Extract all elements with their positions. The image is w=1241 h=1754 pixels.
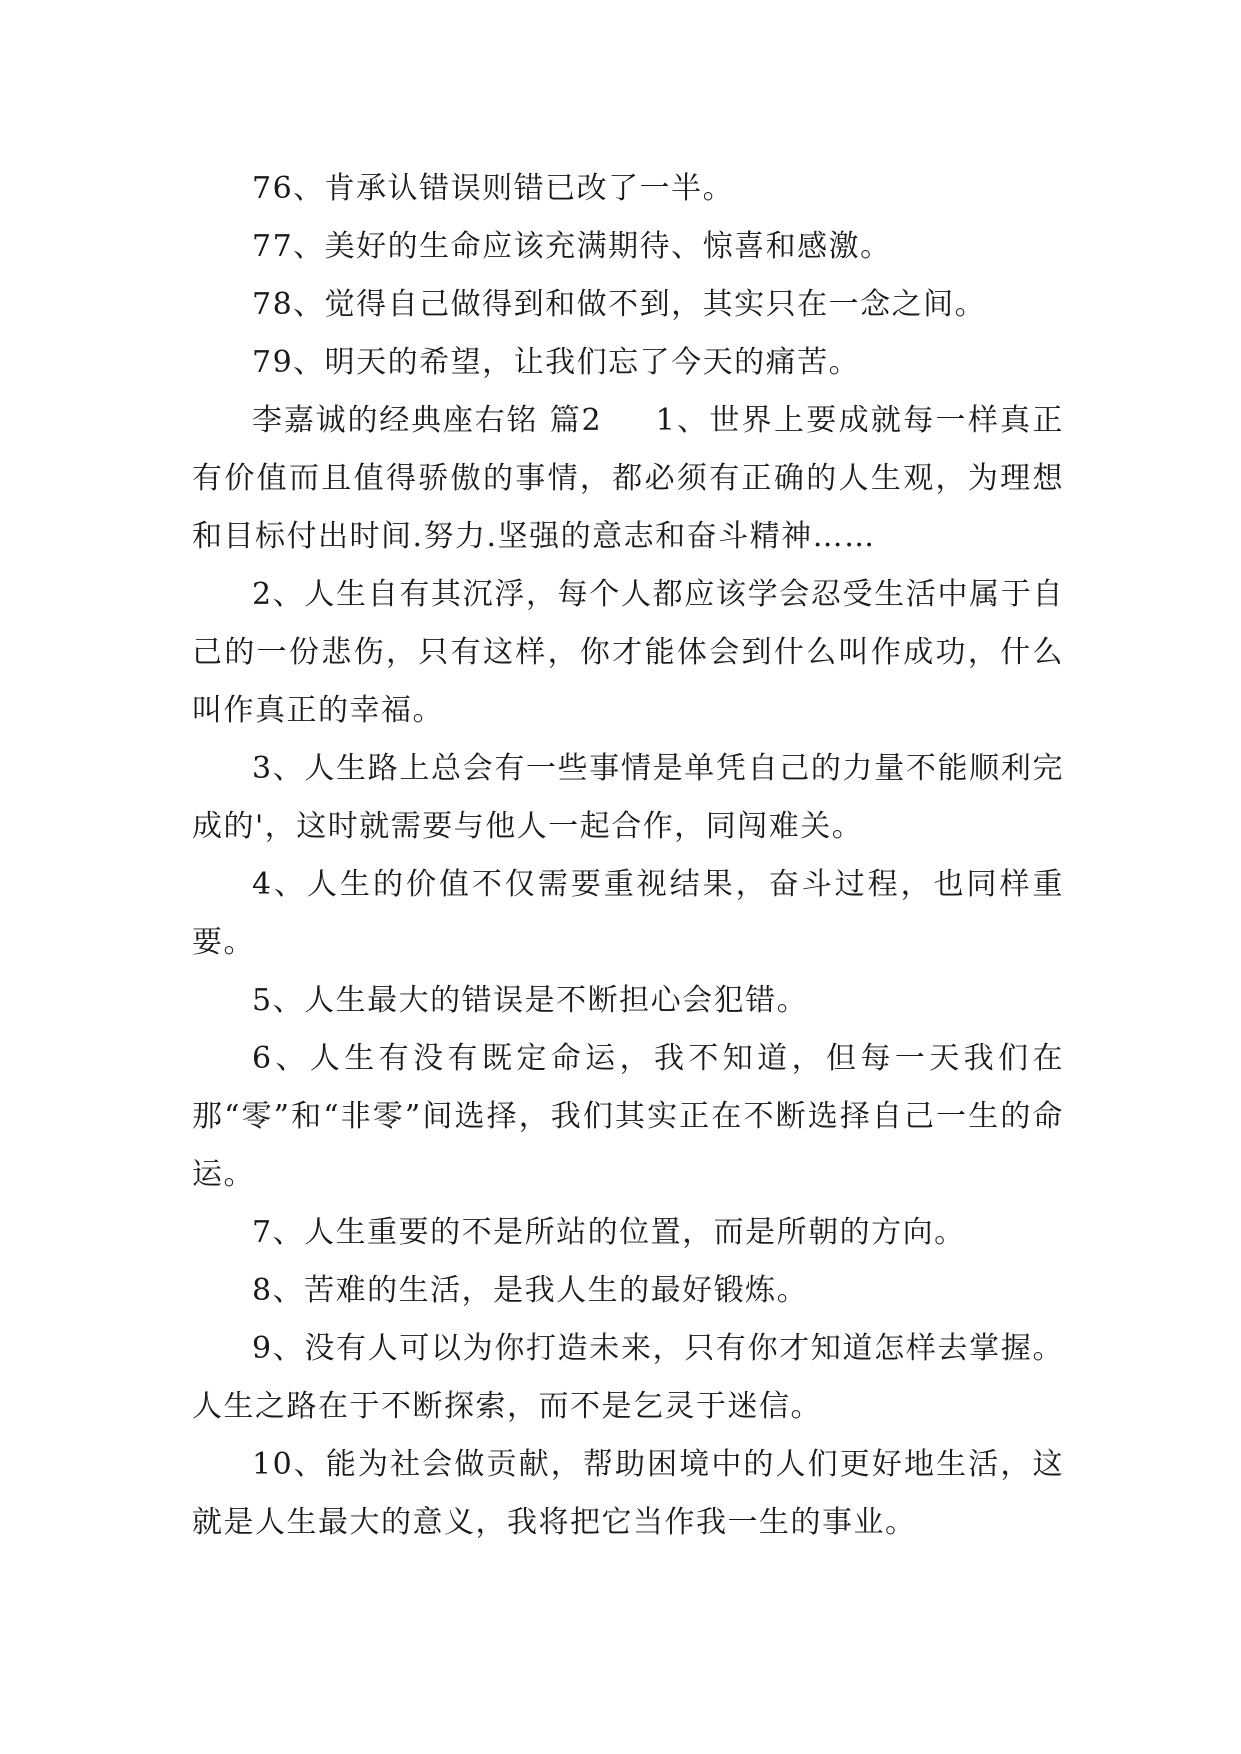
paragraph-1-text: 1、世界上要成就每一样真正有价值而且值得骄傲的事情，都必须有正确的人生观，为理想和目标付出时间.努力.坚强的意志和奋斗精神…… <box>192 403 1064 554</box>
paragraph-7: 7、人生重要的不是所站的位置，而是所朝的方向。 <box>252 1215 966 1250</box>
paragraph-76: 76、肯承认错误则错已改了一半。 <box>252 171 735 206</box>
paragraph-4: 4、人生的价值不仅需要重视结果，奋斗过程，也同样重要。 <box>192 867 1064 960</box>
paragraph-8: 8、苦难的生活，是我人生的最好锻炼。 <box>252 1273 809 1308</box>
paragraph-77: 77、美好的生命应该充满期待、惊喜和感激。 <box>252 229 892 264</box>
paragraph-9: 9、没有人可以为你打造未来，只有你才知道怎样去掌握。人生之路在于不断探索，而不是乞灵于迷信。 <box>192 1331 1064 1424</box>
paragraph-5: 5、人生最大的错误是不断担心会犯错。 <box>252 983 809 1018</box>
paragraph-79: 79、明天的希望，让我们忘了今天的痛苦。 <box>252 345 861 380</box>
document-body <box>192 160 1064 1552</box>
paragraph-10: 10、能为社会做贡献，帮助困境中的人们更好地生活，这就是人生最大的意义，我将把它当作我一生的事业。 <box>192 1447 1064 1540</box>
section-heading: 李嘉诚的经典座右铭 篇2 <box>252 403 602 438</box>
section-paragraph-1 <box>192 392 1064 566</box>
paragraph-2: 2、人生自有其沉浮，每个人都应该学会忍受生活中属于自己的一份悲伤，只有这样，你才能体会到什么叫作成功，什么叫作真正的幸福。 <box>192 577 1064 728</box>
paragraph-78: 78、觉得自己做得到和做不到，其实只在一念之间。 <box>252 287 987 322</box>
paragraph-3: 3、人生路上总会有一些事情是单凭自己的力量不能顺利完成的'，这时就需要与他人一起合作，同闯难关。 <box>192 751 1064 844</box>
paragraph-6: 6、人生有没有既定命运，我不知道，但每一天我们在那“零”和“非零”间选择，我们其实正在不断选择自己一生的命运。 <box>192 1041 1064 1192</box>
